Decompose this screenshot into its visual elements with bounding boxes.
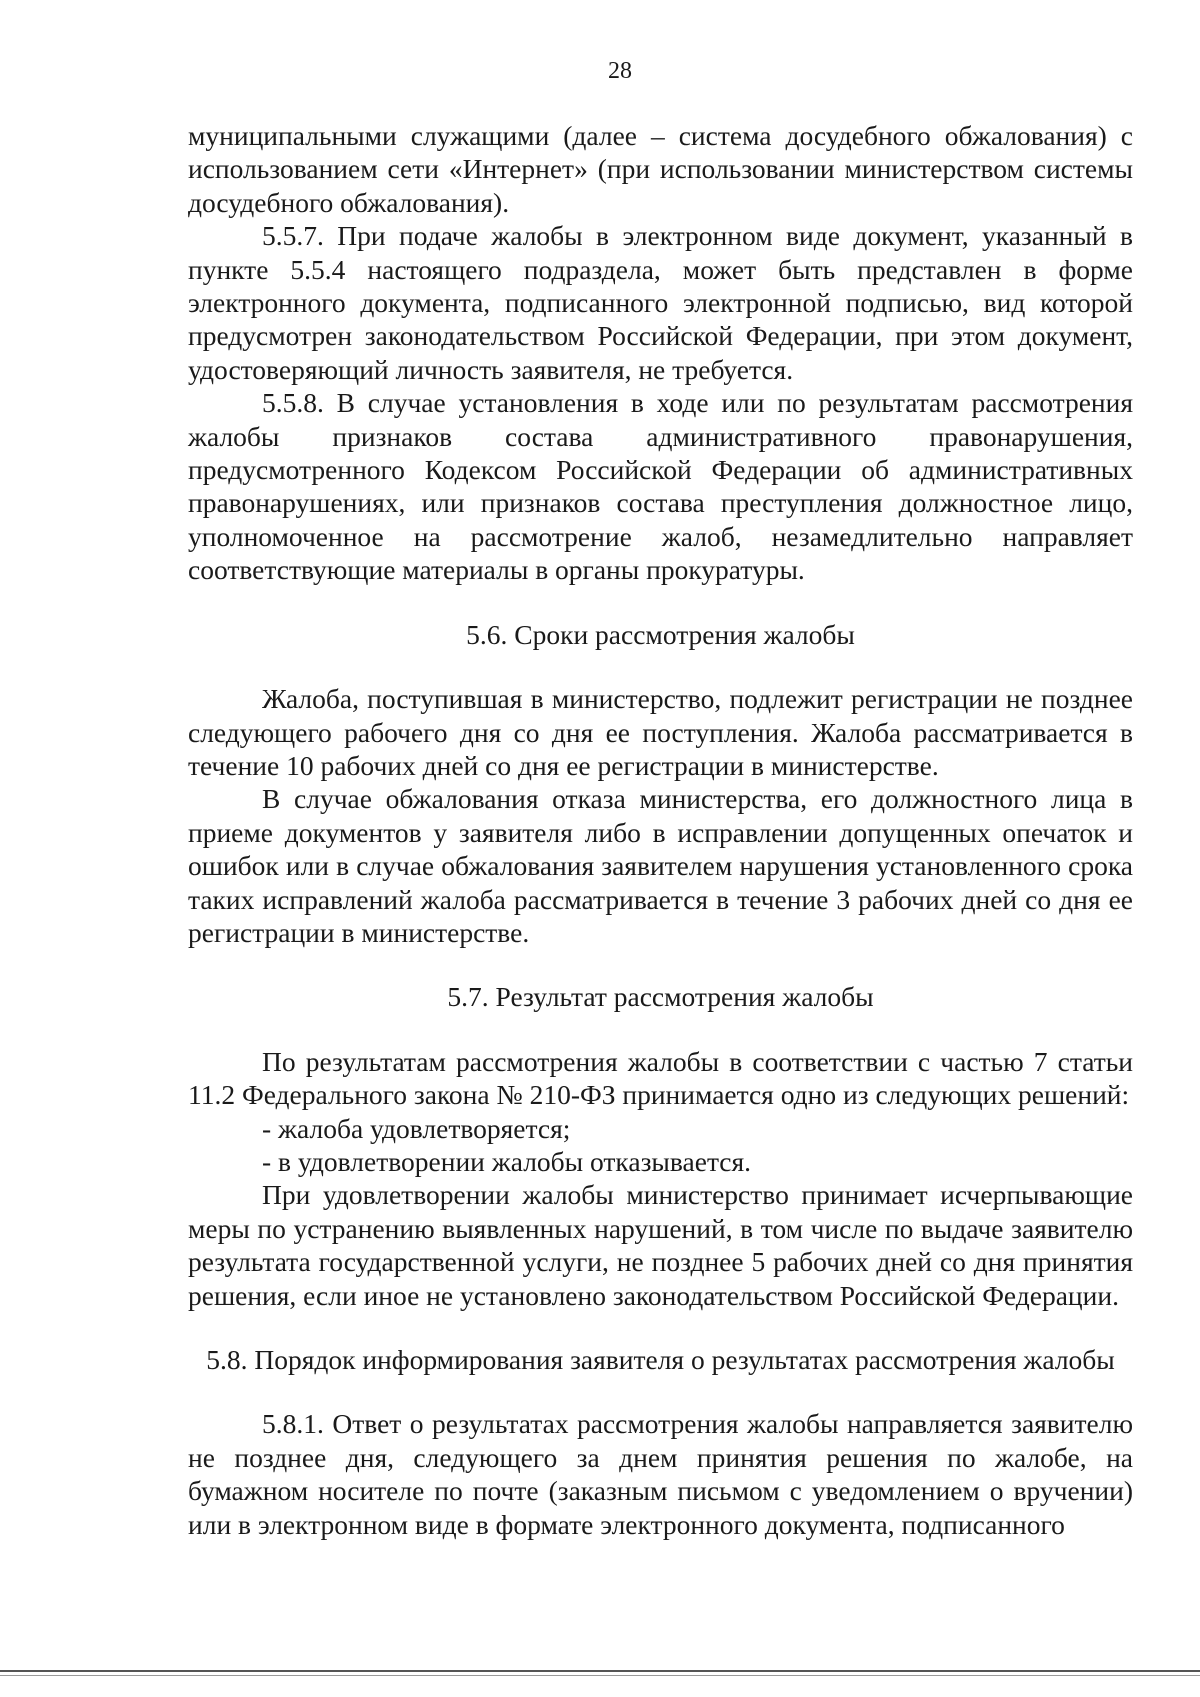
heading-5-7: 5.7. Результат рассмотрения жалобы — [447, 981, 874, 1013]
scan-bottom-rule — [0, 1670, 1200, 1672]
paragraph-5-7-measures: При удовлетворении жалобы министерство принимает исчерпывающие меры по устранению выявленных нарушений, в том числе по выдаче заявителю результата государственной услуги, не позднее 5 рабочих дней со дня принятия решения, если иное не установлено законодательством Российской Федерации. — [188, 1179, 1133, 1311]
paragraph-continuation: муниципальными служащими (далее – система досудебного обжалования) с использованием сети «Интернет» (при использовании министерством системы досудебного обжалования). — [188, 120, 1133, 218]
paragraph-5-5-7: 5.5.7. При подаче жалобы в электронном виде документ, указанный в пункте 5.5.4 настоящего подраздела, может быть представлен в форме электронного документа, подписанного электронной подписью, вид которой предусмотрен законодательством Российской Федерации, при этом документ, удостоверяющий личность заявителя, не требуется. — [188, 220, 1133, 385]
heading-5-8: 5.8. Порядок информирования заявителя о результатах рассмотрения жалобы — [206, 1344, 1115, 1375]
heading-5-6: 5.6. Сроки рассмотрения жалобы — [466, 618, 855, 650]
paragraph-5-6-registration: Жалоба, поступившая в министерство, подлежит регистрации не позднее следующего рабочего дня со дня ее поступления. Жалоба рассматривается в течение 10 рабочих дней со дня ее регистрации в министерстве. — [188, 683, 1133, 781]
paragraph-5-8-1: 5.8.1. Ответ о результатах рассмотрения жалобы направляется заявителю не позднее дня, следующего за днем принятия решения по жалобе, на бумажном носителе по почте (заказным письмом с уведомлением о вручении) или в электронном виде в формате электронного документа, подписанного — [188, 1408, 1133, 1540]
list-item-satisfied: - жалоба удовлетворяется; — [262, 1112, 571, 1144]
scan-bottom-rule-secondary — [0, 1675, 1200, 1676]
list-item-refused: - в удовлетворении жалобы отказывается. — [262, 1145, 752, 1177]
page-number: 28 — [608, 58, 632, 84]
paragraph-5-5-8: 5.5.8. В случае установления в ходе или по результатам рассмотрения жалобы признаков состава административного правонарушения, предусмотренного Кодексом Российской Федерации об административных правонарушениях, или признаков состава преступления должностное лицо, уполномоченное на рассмотрение жалоб, незамедлительно направляет соответствующие материалы в органы прокуратуры. — [188, 387, 1133, 586]
paragraph-5-6-refusal: В случае обжалования отказа министерства, его должностного лица в приеме документов у заявителя либо в исправлении допущенных опечаток и ошибок или в случае обжалования заявителем нарушения установленного срока таких исправлений жалоба рассматривается в течение 3 рабочих дней со дня ее регистрации в министерстве. — [188, 783, 1133, 948]
paragraph-5-7-decisions: По результатам рассмотрения жалобы в соответствии с частью 7 статьи 11.2 Федерального закона № 210-ФЗ принимается одно из следующих решений: — [188, 1045, 1133, 1111]
document-body — [188, 119, 1133, 1541]
